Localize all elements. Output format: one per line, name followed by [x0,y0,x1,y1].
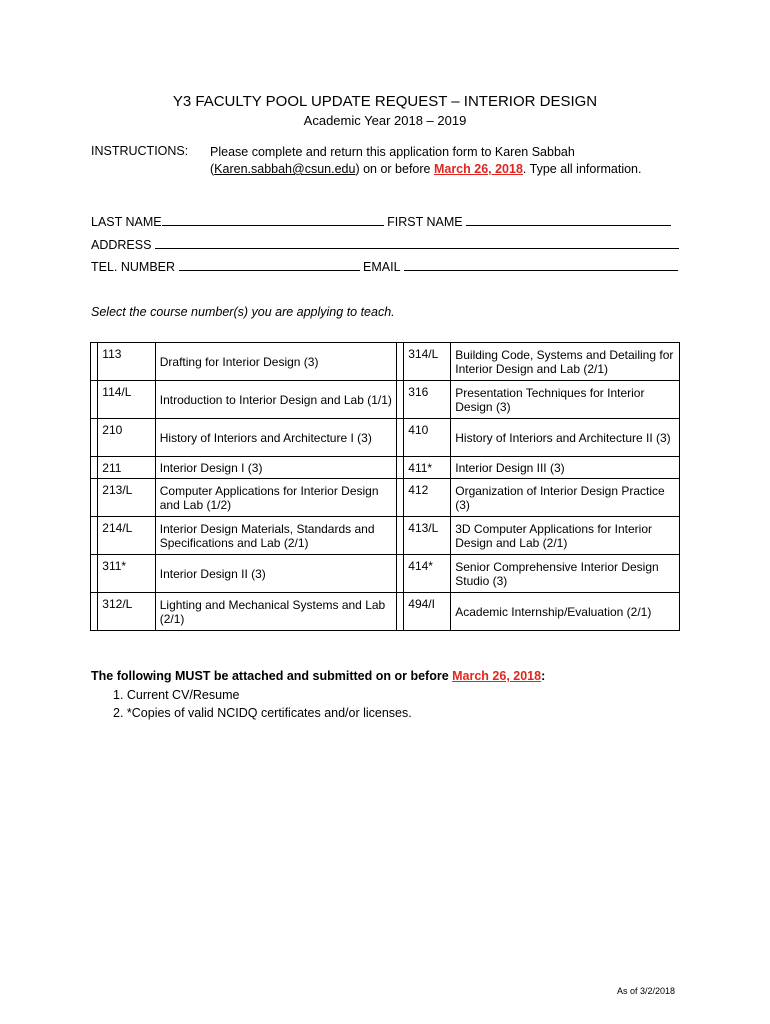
course-row [91,479,680,517]
checkbox-cell[interactable] [91,593,98,631]
course-name: Introduction to Interior Design and Lab (1/1) [155,381,396,419]
course-row [91,517,680,555]
course-number: 113 [98,343,155,381]
course-number: 211 [98,457,155,479]
name-row [91,215,671,229]
course-name: 3D Computer Applications for Interior Design and Lab (2/1) [451,517,680,555]
course-name: History of Interiors and Architecture II (3) [451,419,680,457]
first-name-field[interactable] [466,225,671,226]
course-number: 414* [404,555,451,593]
course-number: 312/L [98,593,155,631]
attachments-colon: : [541,669,546,683]
instructions-line-1: Please complete and return this application form to Karen Sabbah [210,145,575,159]
course-row [91,419,680,457]
address-label: ADDRESS [91,238,152,252]
course-name: Academic Internship/Evaluation (2/1) [451,593,680,631]
course-name: Building Code, Systems and Detailing for Interior Design and Lab (2/1) [451,343,680,381]
course-name: Senior Comprehensive Interior Design Studio (3) [451,555,680,593]
instructions-line-2 [210,161,642,178]
course-row [91,555,680,593]
attachment-item-cv: 1. Current CV/Resume [113,688,240,702]
revision-date: As of 3/2/2018 [617,986,676,996]
checkbox-cell[interactable] [91,457,98,479]
tel-field[interactable] [179,270,360,271]
checkbox-cell[interactable] [91,517,98,555]
checkbox-cell[interactable] [396,419,403,457]
checkbox-cell[interactable] [396,555,403,593]
checkbox-cell[interactable] [396,479,403,517]
attachment-item-ncidq: 2. *Copies of valid NCIDQ certificates and/or licenses. [113,706,412,720]
attachments-heading [91,669,545,683]
course-row [91,343,680,381]
instructions-mid: ) on or before [355,162,434,176]
course-number: 114/L [98,381,155,419]
course-prompt: Select the course number(s) you are applying to teach. [91,305,395,319]
course-number: 314/L [404,343,451,381]
last-name-field[interactable] [162,225,384,226]
first-name-label: FIRST NAME [387,215,463,229]
checkbox-cell[interactable] [91,555,98,593]
checkbox-cell[interactable] [396,381,403,419]
email-label: EMAIL [363,260,401,274]
checkbox-cell[interactable] [91,381,98,419]
course-row [91,457,680,479]
contact-email-link[interactable]: Karen.sabbah@csun.edu [214,162,356,176]
contact-row [91,260,678,274]
checkbox-cell[interactable] [396,517,403,555]
instructions-text [210,144,642,178]
course-name: Computer Applications for Interior Design and Lab (1/2) [155,479,396,517]
course-name: Interior Design Materials, Standards and Specifications and Lab (2/1) [155,517,396,555]
course-number: 412 [404,479,451,517]
checkbox-cell[interactable] [91,479,98,517]
attachments-heading-text: The following MUST be attached and submitted on or before [91,669,453,683]
tel-label: TEL. NUMBER [91,260,176,274]
last-name-label: LAST NAME [91,215,162,229]
deadline-date: March 26, 2018 [433,162,523,176]
course-number: 311* [98,555,155,593]
course-number: 213/L [98,479,155,517]
form-title: Y3 FACULTY POOL UPDATE REQUEST – INTERIOR DESIGN [172,93,598,110]
checkbox-cell[interactable] [91,419,98,457]
course-name: History of Interiors and Architecture I (3) [155,419,396,457]
address-field[interactable] [155,248,679,249]
course-name: Lighting and Mechanical Systems and Lab (2/1) [155,593,396,631]
course-row [91,381,680,419]
course-number: 210 [98,419,155,457]
paren-open: ( [210,162,215,176]
instructions-end: . Type all information. [522,162,642,176]
course-name: Drafting for Interior Design (3) [155,343,396,381]
course-number: 316 [404,381,451,419]
attachments-deadline: March 26, 2018 [452,669,542,683]
email-field[interactable] [404,270,678,271]
instructions-label: INSTRUCTIONS: [91,144,189,158]
course-name: Interior Design I (3) [155,457,396,479]
course-number: 410 [404,419,451,457]
course-number: 214/L [98,517,155,555]
course-number: 494/I [404,593,451,631]
course-number: 411* [404,457,451,479]
academic-year: Academic Year 2018 – 2019 [303,113,467,128]
attachments-list [113,686,412,722]
checkbox-cell[interactable] [396,343,403,381]
course-row [91,593,680,631]
address-row [91,238,679,252]
course-table [90,342,680,631]
course-number: 413/L [404,517,451,555]
course-name: Interior Design II (3) [155,555,396,593]
course-name: Presentation Techniques for Interior Design (3) [451,381,680,419]
checkbox-cell[interactable] [396,593,403,631]
checkbox-cell[interactable] [91,343,98,381]
course-name: Organization of Interior Design Practice (3) [451,479,680,517]
course-name: Interior Design III (3) [451,457,680,479]
checkbox-cell[interactable] [396,457,403,479]
